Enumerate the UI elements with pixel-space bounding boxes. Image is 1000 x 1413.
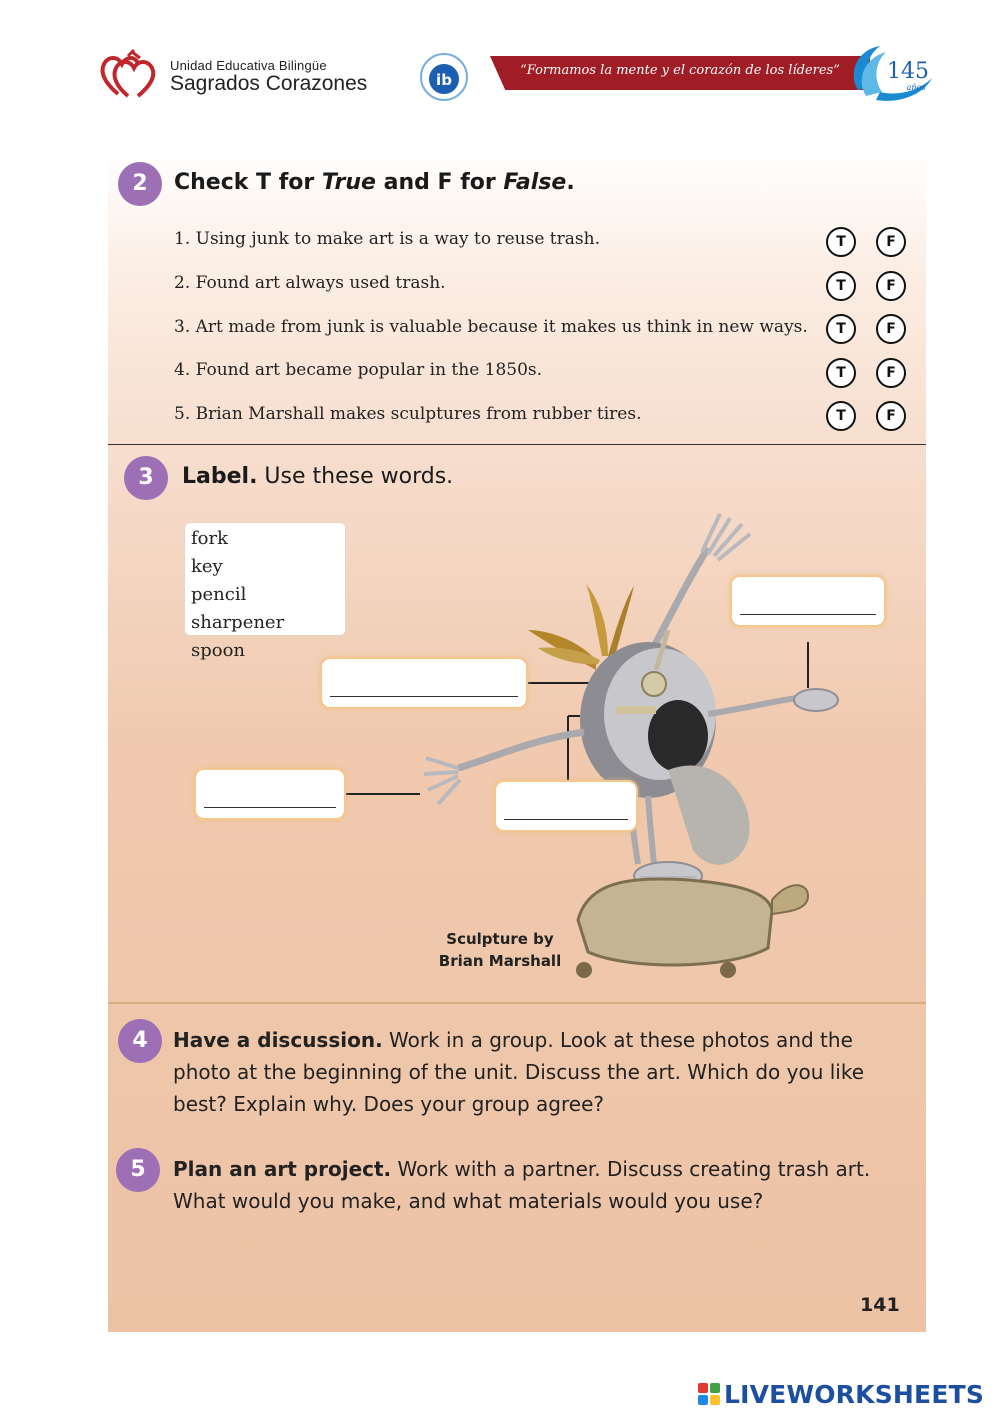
tf-item-4: 4. Found art became popular in the 1850s. — [174, 360, 543, 380]
school-name-line1: Unidad Educativa Bilingüe — [170, 58, 327, 73]
section-divider — [108, 1002, 926, 1004]
section-number-2: 2 — [118, 162, 162, 206]
section-number-5: 5 — [116, 1148, 160, 1192]
caption-line1: Sculpture by — [446, 930, 554, 948]
liveworksheets-watermark — [698, 1378, 984, 1410]
pencil-sharpener-base-icon — [576, 862, 808, 978]
school-name — [170, 58, 367, 96]
section-divider — [108, 444, 926, 445]
false-option-2[interactable]: F — [876, 271, 906, 301]
liveworksheets-logo-icon — [698, 1383, 720, 1405]
section2-title: Check T for True and F for False. — [174, 170, 575, 195]
anniversary-number: 145 — [887, 59, 929, 84]
tf-item-1: 1. Using junk to make art is a way to reuse trash. — [174, 229, 600, 249]
label-answer-box-key[interactable] — [494, 780, 638, 832]
label-answer-box-fork[interactable] — [194, 768, 346, 820]
school-name-line2: Sagrados Corazones — [170, 72, 368, 95]
school-hearts-logo-icon — [98, 48, 160, 100]
true-option-3[interactable]: T — [826, 314, 856, 344]
true-option-1[interactable]: T — [826, 227, 856, 257]
spoon-icon — [708, 689, 838, 714]
word-bank-item: spoon — [191, 640, 246, 661]
true-option-5[interactable]: T — [826, 401, 856, 431]
section3-title: Label. Use these words. — [182, 464, 454, 489]
tf-item-2: 2. Found art always used trash. — [174, 273, 446, 293]
true-option-2[interactable]: T — [826, 271, 856, 301]
word-bank-item: pencil sharpener — [191, 584, 285, 633]
label-answer-box-spoon[interactable] — [730, 575, 886, 627]
caption-line2: Brian Marshall — [438, 952, 562, 970]
word-bank-item: key — [191, 556, 223, 577]
ib-world-school-logo-icon — [414, 52, 474, 102]
tf-item-5: 5. Brian Marshall makes sculptures from rubber tires. — [174, 404, 642, 424]
section-number-4: 4 — [118, 1019, 162, 1063]
anniversary-145-logo-icon — [846, 40, 936, 106]
false-option-3[interactable]: F — [876, 314, 906, 344]
section4-text: Have a discussion. Work in a group. Look at these photos and the photo at the beginning of the unit. Discuss the art. Which do you like best? Explain why. Does your group agree? — [173, 1028, 865, 1116]
ib-logo-text: ib — [436, 71, 452, 89]
true-option-4[interactable]: T — [826, 358, 856, 388]
label-answer-box-crown[interactable] — [320, 657, 528, 709]
section5-text: Plan an art project. Work with a partner. Discuss creating trash art. What would you make, and what materials would you use? — [173, 1157, 871, 1213]
liveworksheets-text: LIVEWORKSHEETS — [724, 1379, 985, 1409]
false-option-1[interactable]: F — [876, 227, 906, 257]
sculpture-caption — [430, 928, 570, 972]
anniversary-word: años — [906, 83, 926, 92]
section-number-3: 3 — [124, 456, 168, 500]
tf-item-3: 3. Art made from junk is valuable because it makes us think in new ways. — [174, 317, 808, 337]
word-bank-item: fork — [191, 528, 229, 549]
page-number: 141 — [860, 1294, 900, 1316]
motto-text: “Formamos la mente y el corazón de los líderes” — [520, 63, 840, 78]
false-option-5[interactable]: F — [876, 401, 906, 431]
false-option-4[interactable]: F — [876, 358, 906, 388]
